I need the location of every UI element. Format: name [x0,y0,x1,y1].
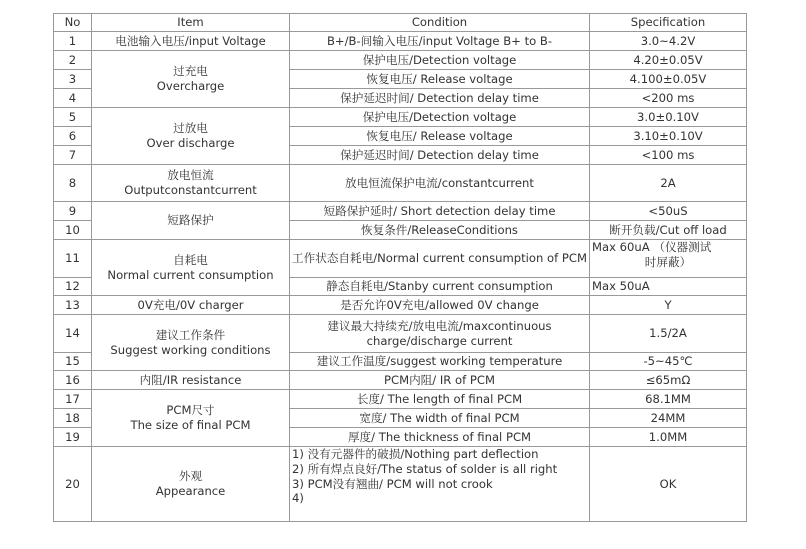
row-number: 5 [54,108,92,127]
condition-list [290,447,590,522]
row-number: 1 [54,32,92,51]
item-label-zh: 建议工作条件 [155,327,226,342]
item-label-en: Appearance [155,484,226,498]
condition-list-item: 4) [292,491,304,506]
item-label-zh: 自耗电 [173,252,208,267]
condition-list-item: 3) PCM没有翘曲/ PCM will not crook [292,476,493,491]
spec-cell: Max 50uA [590,278,747,296]
item-cell: 内阻/IR resistance [92,371,290,390]
spec-cell: 1.5/2A [590,315,747,353]
row-number: 12 [54,278,92,296]
row-number: 10 [54,221,92,240]
header-no: No [54,14,92,32]
row-number: 9 [54,202,92,221]
item-label-en: Outputconstantcurrent [124,183,257,197]
condition-cell: 保护电压/Detection voltage [290,108,590,127]
spec-cell: 24MM [590,409,747,428]
item-label-zh: PCM尺寸 [166,403,215,418]
table-row [54,390,747,409]
item-cell [92,447,290,522]
table-row [54,32,747,51]
condition-cell: B+/B-间输入电压/input Voltage B+ to B- [290,32,590,51]
spec-cell: Y [590,296,747,315]
header-specification: Specification [590,14,747,32]
condition-cell: 长度/ The length of final PCM [290,390,590,409]
condition-cell: 宽度/ The width of final PCM [290,409,590,428]
condition-cell [290,315,590,353]
spec-cell: ≤65mΩ [590,371,747,390]
item-label-zh: 放电恒流 [167,168,214,183]
spec-cell: <200 ms [590,89,747,108]
table-row [54,447,747,522]
condition-cell: 放电恒流保护电流/constantcurrent [290,165,590,202]
spec-cell: <50uS [590,202,747,221]
item-cell: 电池输入电压/input Voltage [92,32,290,51]
row-number: 6 [54,127,92,146]
condition-cell: 保护延迟时间/ Detection delay time [290,89,590,108]
item-label-en: Overcharge [156,79,225,93]
condition-cell: 短路保护延时/ Short detection delay time [290,202,590,221]
item-cell [92,51,290,108]
condition-cell: 建议工作温度/suggest working temperature [290,353,590,371]
table-row [54,371,747,390]
item-label-en: Normal current consumption [107,267,274,282]
row-number: 7 [54,146,92,165]
spec-cell: 3.10±0.10V [590,127,747,146]
spec-line: Max 60uA （仪器测试 [592,240,712,254]
condition-cell: 工作状态自耗电/Normal current consumption of PCM [290,240,590,278]
spec-cell: 4.100±0.05V [590,70,747,89]
condition-line: charge/discharge current [366,333,513,348]
table-row [54,240,747,278]
table-row [54,165,747,202]
condition-cell: 恢复电压/ Release voltage [290,127,590,146]
item-cell [92,240,290,296]
spec-cell: 3.0±0.10V [590,108,747,127]
spec-cell: 1.0MM [590,428,747,447]
row-number: 19 [54,428,92,447]
row-number: 20 [54,447,92,522]
spec-cell: 2A [590,165,747,202]
row-number: 11 [54,240,92,278]
condition-cell: PCM内阻/ IR of PCM [290,371,590,390]
spec-line: 时屏蔽） [644,254,692,269]
spec-cell: <100 ms [590,146,747,165]
table-row [54,202,747,221]
item-label-zh: 过充电 [173,64,208,79]
row-number: 18 [54,409,92,428]
condition-cell: 是否允许0V充电/allowed 0V change [290,296,590,315]
row-number: 3 [54,70,92,89]
item-label-en: The size of final PCM [130,418,251,432]
condition-list-item: 1) 没有元器件的破损/Nothing part deflection [292,447,539,461]
specification-table [53,13,747,522]
row-number: 17 [54,390,92,409]
item-label-en: Over discharge [146,136,235,150]
condition-cell: 恢复电压/ Release voltage [290,70,590,89]
spec-cell: 3.0~4.2V [590,32,747,51]
item-label-zh: 过放电 [173,121,208,136]
item-cell [92,165,290,202]
table-row [54,315,747,353]
row-number: 13 [54,296,92,315]
spec-cell [590,240,747,278]
item-label-zh: 外观 [178,469,203,484]
header-condition: Condition [290,14,590,32]
spec-cell: 断开负载/Cut off load [590,221,747,240]
condition-cell: 保护电压/Detection voltage [290,51,590,70]
row-number: 16 [54,371,92,390]
item-cell [92,315,290,371]
header-row [54,14,747,32]
row-number: 2 [54,51,92,70]
condition-cell: 静态自耗电/Stanby current consumption [290,278,590,296]
row-number: 4 [54,89,92,108]
condition-list-item: 2) 所有焊点良好/The status of solder is all right [292,461,558,476]
table-row [54,51,747,70]
item-cell: 0V充电/0V charger [92,296,290,315]
item-cell [92,108,290,165]
item-cell: 短路保护 [92,202,290,240]
item-label-en: Suggest working conditions [110,342,271,357]
condition-cell: 厚度/ The thickness of final PCM [290,428,590,447]
row-number: 15 [54,353,92,371]
item-cell [92,390,290,447]
condition-line: 建议最大持续充/放电电流/maxcontinuous [327,318,552,333]
row-number: 8 [54,165,92,202]
row-number: 14 [54,315,92,353]
spec-cell: -5~45℃ [590,353,747,371]
condition-cell: 保护延迟时间/ Detection delay time [290,146,590,165]
table-row [54,108,747,127]
table-row [54,296,747,315]
header-item: Item [92,14,290,32]
condition-cell: 恢复条件/ReleaseConditions [290,221,590,240]
spec-cell: 4.20±0.05V [590,51,747,70]
spec-cell: 68.1MM [590,390,747,409]
spec-cell: OK [590,447,747,522]
